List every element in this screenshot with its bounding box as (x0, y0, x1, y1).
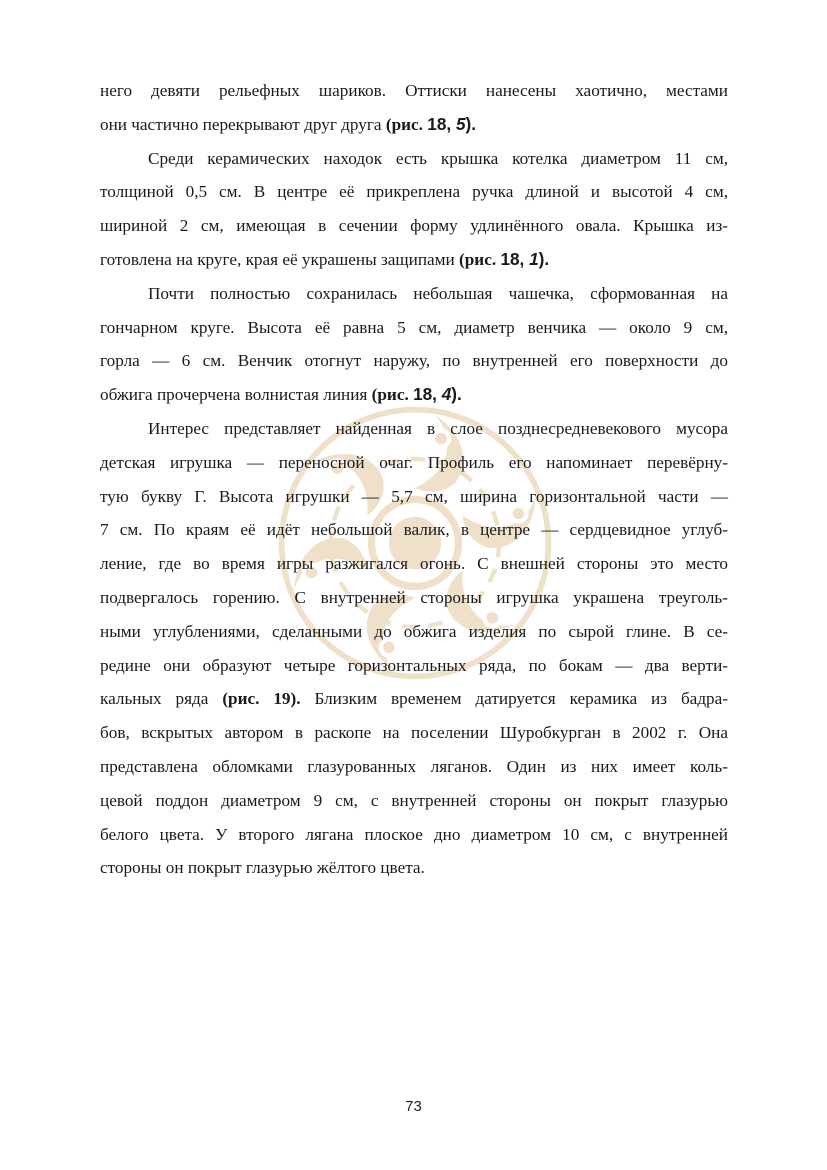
text-line: шириной 2 см, имеющая в сечении форму удлинённого овала. Крышка из- (100, 216, 728, 236)
ref-number: 18, (500, 248, 530, 269)
document-body (100, 74, 728, 885)
ref-prefix: (рис. (385, 114, 428, 134)
figure-reference (386, 115, 476, 134)
text-line: толщиной 0,5 см. В центре её прикреплена ручка длиной и высотой 4 см, (100, 182, 728, 202)
text-line (100, 243, 728, 277)
figure-reference (372, 385, 462, 404)
text-run: кальных ряда (100, 689, 223, 709)
ref-item: 4 (441, 384, 452, 405)
ref-close: ). (538, 248, 550, 269)
text-line: тую букву Г. Высота игрушки — 5,7 см, ширина горизонтальной части — (100, 486, 728, 506)
paragraph-2 (100, 142, 728, 277)
text-line: Среди керамических находок есть крышка котелка диаметром 11 см, (148, 148, 728, 168)
ref-number: 18, (427, 113, 456, 134)
text-line (100, 108, 728, 142)
text-line (100, 682, 728, 716)
ref-prefix: (рис. (371, 385, 414, 405)
text-run: обжига прочерчена волнистая линия (100, 385, 372, 405)
text-line: стороны он покрыт глазурью жёлтого цвета. (100, 858, 425, 878)
text-run: Близким временем датируется керамика из бадра- (300, 689, 729, 709)
text-line: белого цвета. У второго лягана плоское дно диаметром 10 см, с внутренней (100, 824, 728, 844)
ref-item: 1 (529, 248, 539, 269)
ref-prefix: (рис. (459, 249, 501, 269)
ref-number: 18, (413, 384, 442, 405)
ref-item: 5 (455, 113, 466, 134)
page-number: 73 (405, 1098, 422, 1115)
figure-reference: (рис. 19). (222, 689, 301, 709)
ref-close: ). (465, 113, 476, 134)
text-line: Интерес представляет найденная в слое позднесредневекового мусора (148, 418, 728, 438)
text-line: подвергалось горению. С внутренней стороны игрушка украшена треуголь- (100, 587, 728, 607)
text-line: 7 см. По краям её идёт небольшой валик, в центре — сердцевидное углуб- (100, 520, 728, 540)
text-line: ление, где во время игры разжигался огонь. С внешней стороны это место (100, 554, 728, 574)
text-line: представлена обломками глазурованных ляганов. Один из них имеет коль- (100, 756, 728, 776)
text-line: бов, вскрытых автором в раскопе на поселении Шуробкурган в 2002 г. Она (100, 723, 728, 743)
paragraph-3 (100, 277, 728, 412)
text-line: гончарном круге. Высота её равна 5 см, диаметр венчика — около 9 см, (100, 317, 728, 337)
text-line: горла — 6 см. Венчик отогнут наружу, по внутренней его поверхности до (100, 351, 728, 371)
text-line (100, 378, 728, 412)
figure-reference (459, 250, 549, 269)
text-line: Почти полностью сохранилась небольшая чашечка, сформованная на (148, 283, 728, 303)
text-line: редине они образуют четыре горизонтальных ряда, по бокам — два верти- (100, 655, 728, 675)
paragraph-1 (100, 74, 728, 142)
text-run: готовлена на круге, края её украшены защипами (100, 249, 460, 269)
paragraph-4 (100, 412, 728, 885)
ref-close: ). (451, 384, 462, 405)
text-line: него девяти рельефных шариков. Оттиски нанесены хаотично, местами (100, 81, 728, 100)
text-line: ными углублениями, сделанными до обжига изделия по сырой глине. В се- (100, 621, 728, 641)
text-line: цевой поддон диаметром 9 см, с внутренней стороны он покрыт глазурью (100, 790, 728, 810)
text-run: они частично перекрывают друг друга (100, 114, 386, 134)
text-line: детская игрушка — переносной очаг. Профиль его напоминает перевёрну- (100, 452, 728, 472)
